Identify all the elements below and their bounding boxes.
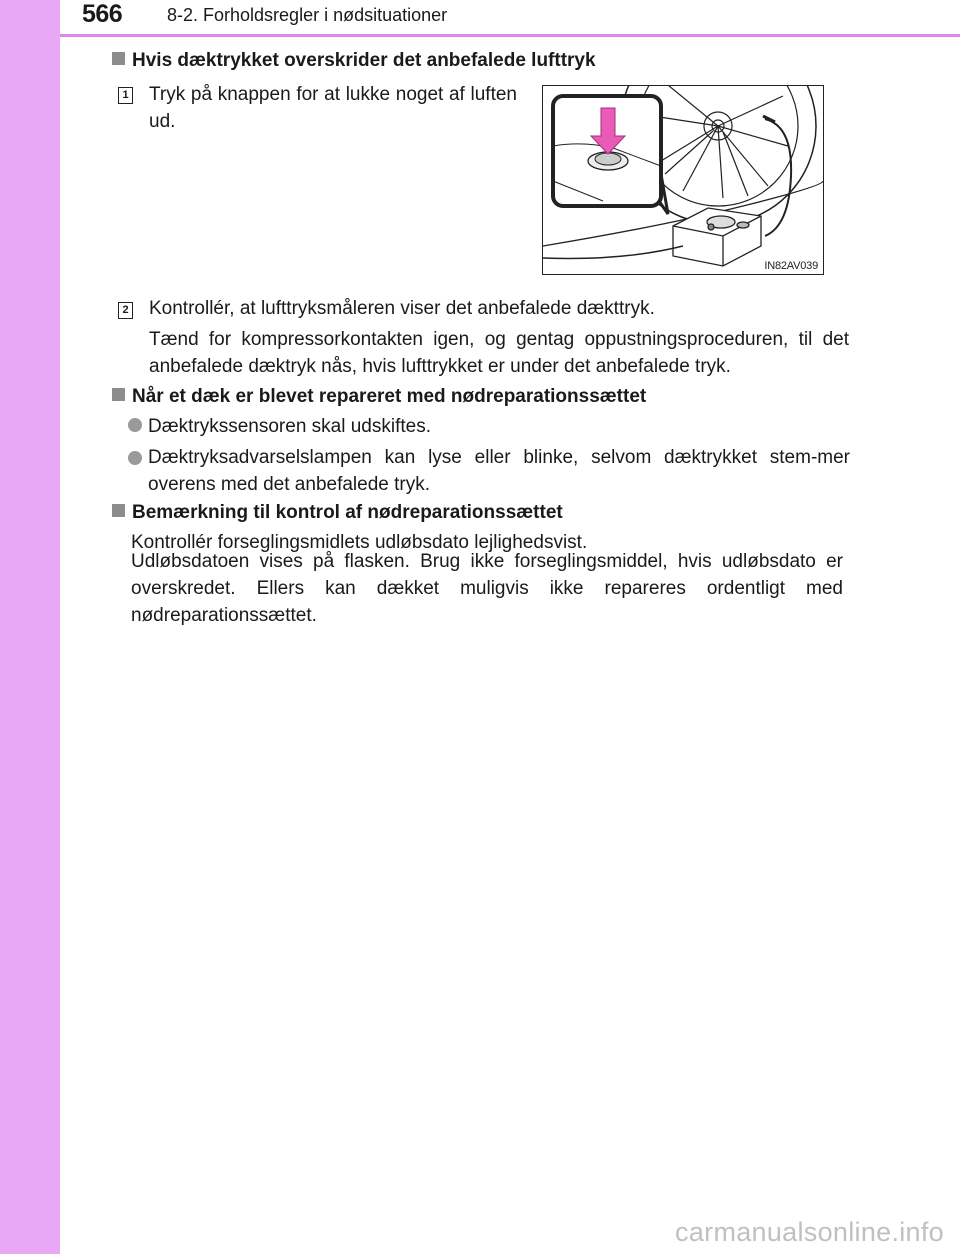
illustration-figure bbox=[542, 85, 824, 275]
heading-text: Bemærkning til kontrol af nødreparationssættet bbox=[132, 502, 563, 523]
bullet-text: Dæktrykssensoren skal udskiftes. bbox=[148, 416, 431, 437]
bullet-text: Dæktryksadvarselslampen kan lyse eller blinke, selvom dæktrykket stem-mer overens med det anbefalede tryk. bbox=[148, 447, 850, 495]
step-text: Tryk på knappen for at lukke noget af luften ud. bbox=[149, 84, 517, 132]
section-title: 8-2. Forholdsregler i nødsituationer bbox=[167, 5, 448, 25]
figure-code: IN82AV039 bbox=[764, 260, 818, 272]
square-bullet-icon bbox=[112, 52, 125, 65]
heading-text: Hvis dæktrykket overskrider det anbefalede lufttryk bbox=[132, 50, 596, 71]
square-bullet-icon bbox=[112, 504, 125, 517]
section-heading bbox=[112, 47, 596, 74]
paragraph: Udløbsdatoen vises på flasken. Brug ikke forseglingsmiddel, hvis udløbsdato er overskredet. Ellers kan dækket muligvis ikke repareres ordentligt med nødreparationssættet. bbox=[131, 551, 843, 626]
page-number: 566 bbox=[82, 0, 123, 28]
square-bullet-icon bbox=[112, 388, 125, 401]
round-bullet-icon bbox=[128, 418, 142, 432]
watermark: carmanualsonline.info bbox=[675, 1217, 944, 1247]
sidebar-band bbox=[0, 0, 60, 1254]
section-heading bbox=[112, 499, 563, 526]
step-number-box: 1 bbox=[118, 87, 133, 104]
heading-text: Når et dæk er blevet repareret med nødreparationssættet bbox=[132, 386, 647, 407]
section-heading bbox=[112, 383, 646, 410]
list-item bbox=[128, 444, 850, 498]
list-item bbox=[128, 413, 850, 440]
round-bullet-icon bbox=[128, 451, 142, 465]
step-text: Kontrollér, at lufttryksmåleren viser det anbefalede dækttryk. bbox=[149, 298, 655, 319]
step-number-box: 2 bbox=[118, 302, 133, 319]
paragraph: Kontrollér forseglingsmidlets udløbsdato lejlighedsvist. bbox=[131, 532, 588, 553]
tire-compressor-illustration bbox=[543, 86, 823, 274]
header-rule bbox=[60, 34, 960, 37]
step-note: Tænd for kompressorkontakten igen, og gentag oppustningsproceduren, til det anbefalede dæktryk nås, hvis lufttrykket er under det anbefalede tryk. bbox=[149, 329, 849, 377]
